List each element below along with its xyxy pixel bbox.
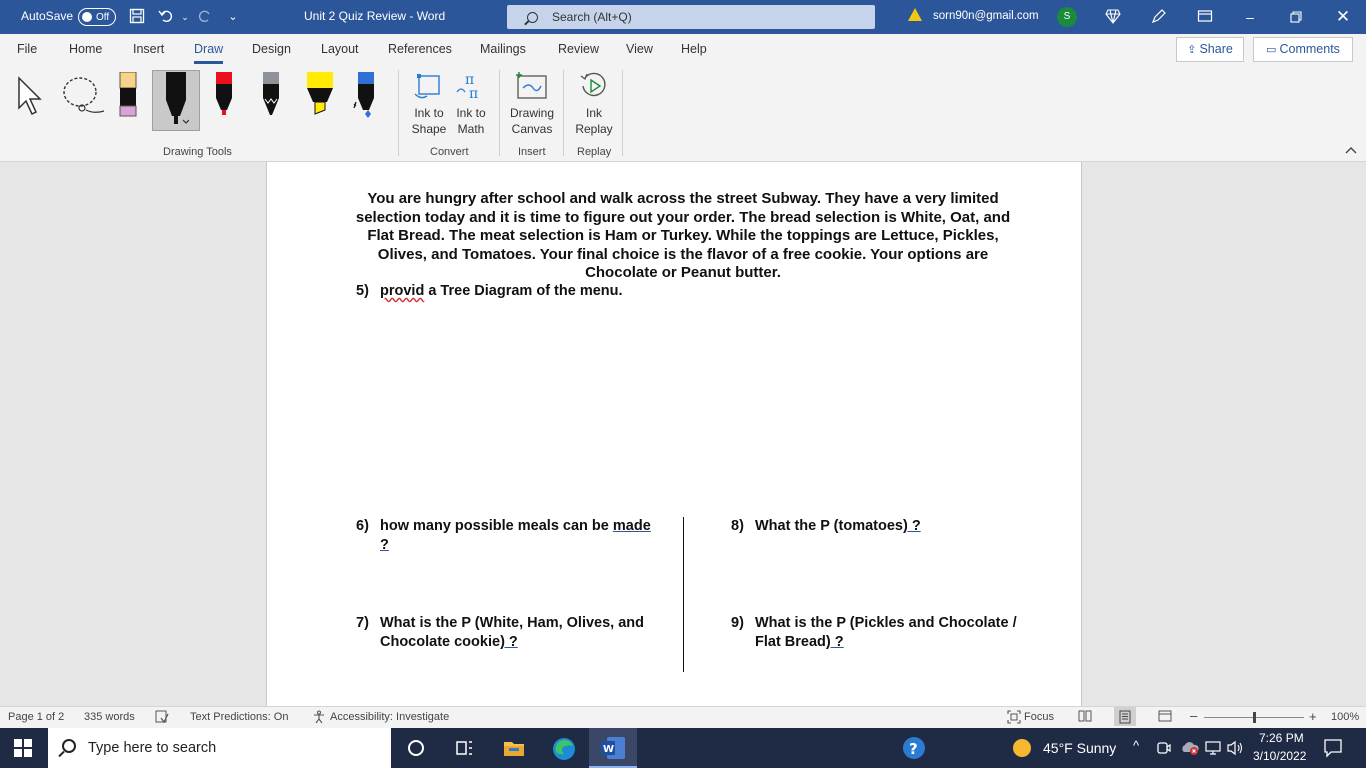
column-divider xyxy=(683,517,684,672)
question-text-line2: ? xyxy=(380,537,389,553)
tab-mailings[interactable]: Mailings xyxy=(480,42,526,56)
document-title: Unit 2 Quiz Review - Word xyxy=(304,9,446,23)
zoom-level[interactable]: 100% xyxy=(1331,711,1360,723)
autosave-state: Off xyxy=(96,11,110,23)
question-text-rest: a Tree Diagram of the menu. xyxy=(424,283,623,299)
ink-to-shape-button[interactable] xyxy=(407,105,451,137)
web-layout-icon[interactable] xyxy=(1158,709,1172,726)
question-text xyxy=(380,517,651,536)
word-taskbar-button[interactable] xyxy=(589,728,637,768)
tray-chevron-icon[interactable]: ^ xyxy=(1133,738,1140,753)
paragraph-line: Chocolate or Peanut butter. xyxy=(585,264,781,281)
tab-help[interactable]: Help xyxy=(681,42,707,56)
file-explorer-icon[interactable] xyxy=(502,736,526,760)
read-mode-icon[interactable] xyxy=(1078,709,1092,726)
redo-icon[interactable] xyxy=(196,8,214,26)
select-objects-icon[interactable] xyxy=(16,76,46,119)
tab-layout[interactable]: Layout xyxy=(321,42,359,56)
svg-text:π: π xyxy=(465,72,475,88)
collapse-ribbon-icon[interactable] xyxy=(1345,144,1357,158)
ink-replay-button[interactable] xyxy=(571,105,617,137)
cortana-icon[interactable] xyxy=(404,736,428,760)
accessibility-icon xyxy=(312,710,326,727)
search-icon xyxy=(527,12,538,23)
question-text-line2 xyxy=(755,633,844,652)
status-bar xyxy=(0,706,1366,728)
question-number: 9) xyxy=(731,615,744,631)
pencil-icon[interactable] xyxy=(261,72,281,121)
question-text xyxy=(755,517,921,536)
tab-references[interactable]: References xyxy=(388,42,452,56)
zoom-slider-thumb[interactable] xyxy=(1253,712,1256,723)
question-7 xyxy=(356,614,676,654)
question-text-line2 xyxy=(380,633,518,652)
group-divider xyxy=(622,70,623,156)
autosave-label: AutoSave xyxy=(21,9,74,23)
drawing-canvas-label-2: Canvas xyxy=(511,122,553,136)
taskbar-search[interactable] xyxy=(48,728,391,768)
question-number: 5) xyxy=(356,283,369,299)
group-replay: Replay xyxy=(577,146,612,158)
question-text-part: Flat Bread xyxy=(755,634,826,650)
question-text-part: What the P (tomatoes xyxy=(755,518,903,534)
title-bar xyxy=(0,0,1366,34)
question-text-part: how many possible meals can be xyxy=(380,518,613,534)
question-number: 8) xyxy=(731,518,744,534)
account-email[interactable]: sorn90n@gmail.com xyxy=(933,10,1039,22)
eraser-icon[interactable] xyxy=(118,72,138,121)
comments-label: Comments xyxy=(1279,42,1340,56)
customize-toolbar-icon[interactable]: ⌄ xyxy=(228,11,238,23)
ink-to-math-button[interactable] xyxy=(449,105,493,137)
windows-start-icon[interactable] xyxy=(14,739,38,763)
text-predictions[interactable]: Text Predictions: On xyxy=(190,711,289,723)
question-text-underlined: made xyxy=(612,518,651,534)
clock-time[interactable]: 7:26 PM xyxy=(1259,731,1304,745)
page-count[interactable]: Page 1 of 2 xyxy=(8,711,65,723)
notifications-icon[interactable] xyxy=(1323,738,1347,762)
paragraph-line: selection today and it is time to figure out your order. The bread selection is White, Oat, and xyxy=(355,208,1011,226)
focus-mode[interactable]: Focus xyxy=(1024,711,1054,723)
group-drawing-tools: Drawing Tools xyxy=(163,146,232,158)
problem-paragraph xyxy=(333,190,1033,283)
ribbon-tabs xyxy=(0,34,1366,64)
restore-button[interactable] xyxy=(1273,0,1319,34)
ink-to-math-label-1: Ink to xyxy=(456,106,486,120)
group-divider xyxy=(563,70,564,156)
ink-replay-label-1: Ink xyxy=(585,106,602,120)
group-divider xyxy=(499,70,500,156)
tab-home[interactable]: Home xyxy=(69,42,103,56)
paragraph-line: Olives, and Tomatoes. Your final choice is the flavor of a free cookie. Your options are xyxy=(377,245,989,263)
search-box[interactable] xyxy=(507,5,875,29)
question-number: 7) xyxy=(356,615,369,631)
help-icon[interactable] xyxy=(902,736,926,760)
pen-settings-icon[interactable] xyxy=(1150,8,1168,26)
undo-icon[interactable] xyxy=(157,8,175,26)
group-divider xyxy=(398,70,399,156)
meet-now-icon[interactable] xyxy=(1156,740,1180,764)
onedrive-error-icon[interactable] xyxy=(1180,740,1204,764)
search-placeholder: Search (Alt+Q) xyxy=(552,10,632,24)
share-button[interactable] xyxy=(1176,37,1244,62)
word-count[interactable]: 335 words xyxy=(84,711,135,723)
taskbar xyxy=(0,728,1366,768)
tab-design[interactable]: Design xyxy=(252,42,291,56)
paragraph-line: Flat Bread. The meat selection is Ham or Turkey. While the toppings are Lettuce, Pickles, xyxy=(367,227,999,244)
close-button[interactable]: ✕ xyxy=(1335,7,1351,26)
tab-draw[interactable]: Draw xyxy=(194,42,224,56)
svg-text:π: π xyxy=(469,86,479,102)
minimize-button[interactable]: – xyxy=(1246,9,1254,25)
svg-text:W: W xyxy=(603,744,615,755)
tab-review[interactable]: Review xyxy=(558,42,599,56)
zoom-slider-track[interactable] xyxy=(1204,717,1304,718)
undo-dropdown-icon[interactable]: ⌄ xyxy=(181,12,189,22)
ink-to-math-label-2: Math xyxy=(457,122,485,136)
drawing-canvas-label-1: Drawing xyxy=(509,106,554,120)
diamond-icon[interactable] xyxy=(1104,8,1122,26)
proofing-icon[interactable] xyxy=(155,710,169,727)
paragraph-line: You are hungry after school and walk across the street Subway. They have a very limited xyxy=(367,190,999,207)
question-text-underlined: ) ? xyxy=(825,634,844,650)
ink-to-shape-label-2: Shape xyxy=(411,122,447,136)
save-icon[interactable] xyxy=(128,8,146,26)
share-icon: ⇪ xyxy=(1187,44,1200,56)
comment-icon: ▭ xyxy=(1266,44,1280,56)
accessibility-status[interactable]: Accessibility: Investigate xyxy=(330,711,450,723)
edge-browser-icon[interactable] xyxy=(551,736,575,760)
comments-button[interactable] xyxy=(1253,37,1353,62)
question-text: What is the P (Pickles and Chocolate / xyxy=(755,615,1017,631)
question-text-underlined: ) ? xyxy=(500,634,518,650)
question-6 xyxy=(356,517,676,557)
tab-insert[interactable]: Insert xyxy=(133,42,165,56)
clock-date[interactable]: 3/10/2022 xyxy=(1253,749,1307,763)
ink-to-shape-icon[interactable] xyxy=(413,70,445,105)
group-insert: Insert xyxy=(518,146,546,158)
network-icon[interactable] xyxy=(1204,740,1228,764)
lasso-select-icon[interactable] xyxy=(60,74,106,121)
ribbon-display-icon[interactable] xyxy=(1196,8,1214,26)
black-pen-icon[interactable] xyxy=(163,72,189,131)
zoom-out-button[interactable]: – xyxy=(1190,708,1198,723)
group-convert: Convert xyxy=(430,146,469,158)
volume-icon[interactable] xyxy=(1226,740,1250,764)
autosave-toggle[interactable] xyxy=(78,8,116,26)
action-pen-icon[interactable] xyxy=(352,72,378,121)
drawing-canvas-icon[interactable] xyxy=(515,70,549,105)
search-icon xyxy=(62,739,76,753)
ink-to-math-icon[interactable] xyxy=(455,70,487,105)
question-9 xyxy=(731,614,1051,654)
share-label: Share xyxy=(1199,42,1233,56)
question-text-part: Chocolate cookie xyxy=(380,634,501,650)
tab-file[interactable]: File xyxy=(17,42,38,56)
question-text: What is the P (White, Ham, Olives, and xyxy=(380,615,645,631)
warning-icon[interactable] xyxy=(908,8,922,21)
avatar[interactable]: S xyxy=(1057,7,1077,27)
highlighter-icon[interactable] xyxy=(305,72,335,121)
weather-text[interactable]: 45°F Sunny xyxy=(1043,740,1117,756)
taskbar-search-placeholder: Type here to search xyxy=(88,740,217,756)
svg-text:?: ? xyxy=(909,740,918,758)
tab-view[interactable]: View xyxy=(626,42,653,56)
weather-sun-icon[interactable] xyxy=(1012,738,1036,762)
question-text-underlined: ) ? xyxy=(902,518,921,534)
question-number: 6) xyxy=(356,518,369,534)
zoom-in-button[interactable]: + xyxy=(1309,709,1317,724)
print-layout-button[interactable] xyxy=(1114,707,1136,726)
ribbon xyxy=(0,64,1366,162)
drawing-canvas-button[interactable] xyxy=(506,105,558,137)
task-view-icon[interactable] xyxy=(452,736,476,760)
question-text xyxy=(380,282,623,301)
ink-to-shape-label-1: Ink to xyxy=(414,106,444,120)
ink-replay-icon[interactable] xyxy=(578,70,610,105)
red-pen-icon[interactable] xyxy=(214,72,234,121)
focus-icon xyxy=(1007,710,1021,727)
misspelled-word[interactable]: provid xyxy=(380,283,425,299)
ink-replay-label-2: Replay xyxy=(575,122,613,136)
toggle-knob xyxy=(82,12,92,22)
